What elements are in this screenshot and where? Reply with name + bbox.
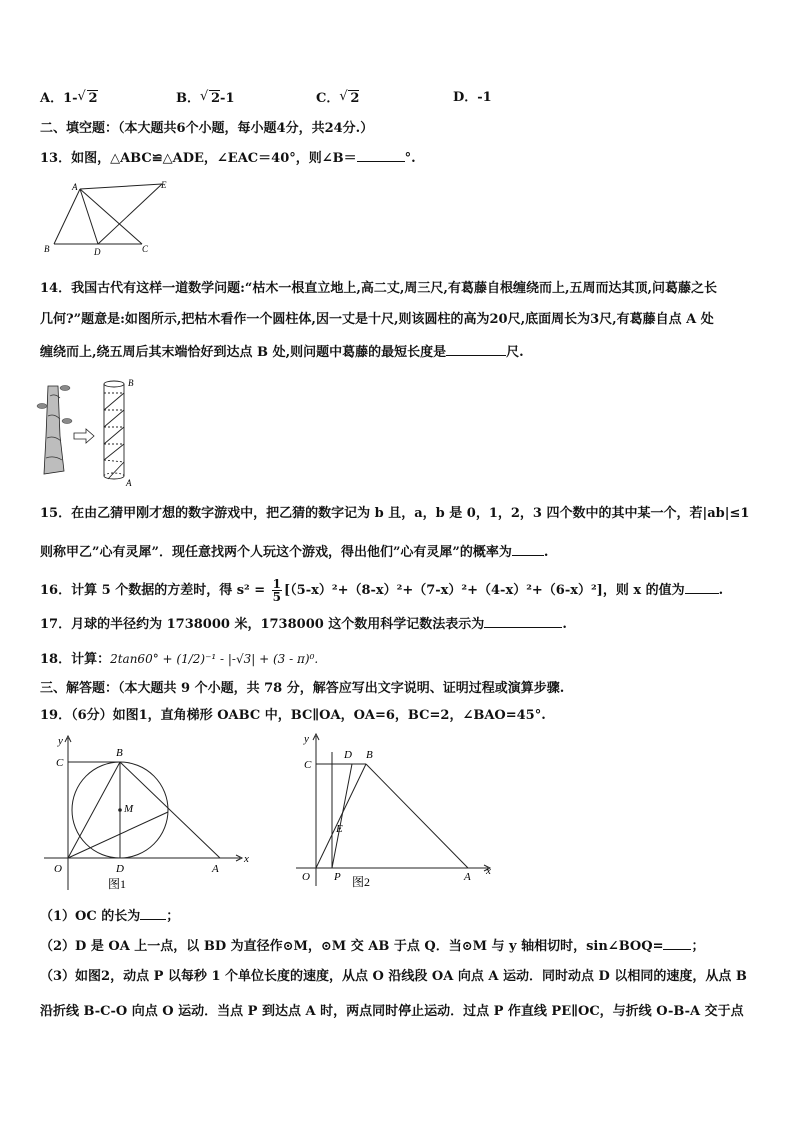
option-a: A．1-√ 2 [40, 90, 98, 107]
section-2-heading: 二、填空题：（本大题共6个小题，每小题4分，共24分.） [40, 121, 374, 136]
question-16: 16．计算 5 个数据的方差时，得 s² = $\frac{1}{5}$ [（5-x）²+（8-x）²+（7-x）²+（4-x）²+（6-x）²]，则 x 的值为 . [40, 577, 724, 604]
figure-2-caption: 图2 [352, 875, 371, 889]
label-p: P [334, 871, 341, 883]
label-a: A [72, 182, 78, 192]
question-19-part1: （1）OC 的长为 ； [40, 909, 180, 924]
label-y: y [304, 733, 309, 745]
label-x: x [244, 853, 249, 865]
figure-14 [36, 376, 146, 488]
question-13: 13．如图，△ABC≌△ADE，∠EAC＝40°，则∠B＝ °. [40, 151, 416, 166]
label-o: O [302, 871, 310, 883]
label-a: A [464, 871, 471, 883]
label-d: D [344, 749, 352, 761]
label-b: B [44, 244, 50, 254]
label-c: C [304, 759, 312, 771]
question-15-line1: 15．在由乙猜甲刚才想的数字游戏中，把乙猜的数字记为 b 且，a，b 是 0，1，2，3 四个数中的其中某一个，若|ab|≤1 [40, 506, 750, 521]
figure-1-caption: 图1 [108, 877, 127, 891]
label-d: D [94, 247, 101, 257]
label-x: x [486, 865, 491, 877]
question-17: 17．月球的半径约为 1738000 米，1738000 这个数用科学记数法表示为 . [40, 617, 567, 632]
option-b: B．√ 2-1 [176, 90, 235, 107]
question-14-line3: 缠绕而上,绕五周后其末端恰好到达点 B 处,则问题中葛藤的最短长度是 尺. [40, 345, 524, 360]
option-c: C．√ 2 [316, 90, 359, 107]
question-18: 18．计算：2tan60° + (1/2)⁻¹ - |-√3| + (3 - π)⁰. [40, 652, 319, 667]
option-d: D．-1 [453, 90, 492, 105]
label-b: B [128, 378, 134, 388]
label-b: B [116, 747, 123, 759]
figure-19-2 [292, 728, 502, 890]
question-19-part2: （2）D 是 OA 上一点，以 BD 为直径作⊙M，⊙M 交 AB 于点 Q．当⊙M 与 y 轴相切时，sin∠BOQ= ； [40, 939, 705, 954]
question-14-line2: 几何?”题意是:如图所示,把枯木看作一个圆柱体,因一丈是十尺,则该圆柱的高为20尺,底面周长为3尺,有葛藤自点 A 处 [40, 312, 714, 327]
question-19-part3-line1: （3）如图2，动点 P 以每秒 1 个单位长度的速度，从点 O 沿线段 OA 向点 A 运动．同时动点 D 以相同的速度，从点 B [40, 969, 747, 984]
figure-13 [36, 176, 176, 258]
label-a: A [212, 863, 219, 875]
question-14-line1: 14．我国古代有这样一道数学问题:“枯木一根直立地上,高二丈,周三尺,有葛藤自根缠绕而上,五周而达其顶,问葛藤之长 [40, 281, 717, 296]
label-b: B [366, 749, 373, 761]
tree-trunk [44, 386, 64, 474]
arrow-icon [74, 429, 94, 443]
label-c: C [142, 244, 149, 254]
label-c: C [56, 757, 64, 769]
section-3-heading: 三、解答题：（本大题共 9 个小题，共 78 分，解答应写出文字说明、证明过程或演算步骤. [40, 681, 565, 696]
question-19: 19．（6分）如图1，直角梯形 OABC 中，BC∥OA，OA=6，BC=2，∠BAO=45°. [40, 708, 546, 723]
cylinder [104, 381, 124, 479]
label-o: O [54, 863, 62, 875]
label-e: E [336, 823, 343, 835]
label-e: E [161, 180, 167, 190]
label-m: M [124, 803, 134, 815]
label-y: y [58, 735, 63, 747]
label-a: A [126, 478, 132, 488]
question-15-line2: 则称甲乙”心有灵犀”．现任意找两个人玩这个游戏，得出他们”心有灵犀”的概率为 . [40, 545, 549, 560]
figure-19-1 [40, 730, 255, 895]
question-19-part3-line2: 沿折线 B-C-O 向点 O 运动．当点 P 到达点 A 时，两点同时停止运动．过点 P 作直线 PE∥OC，与折线 O-B-A 交于点 [40, 1004, 744, 1019]
label-d: D [116, 863, 124, 875]
